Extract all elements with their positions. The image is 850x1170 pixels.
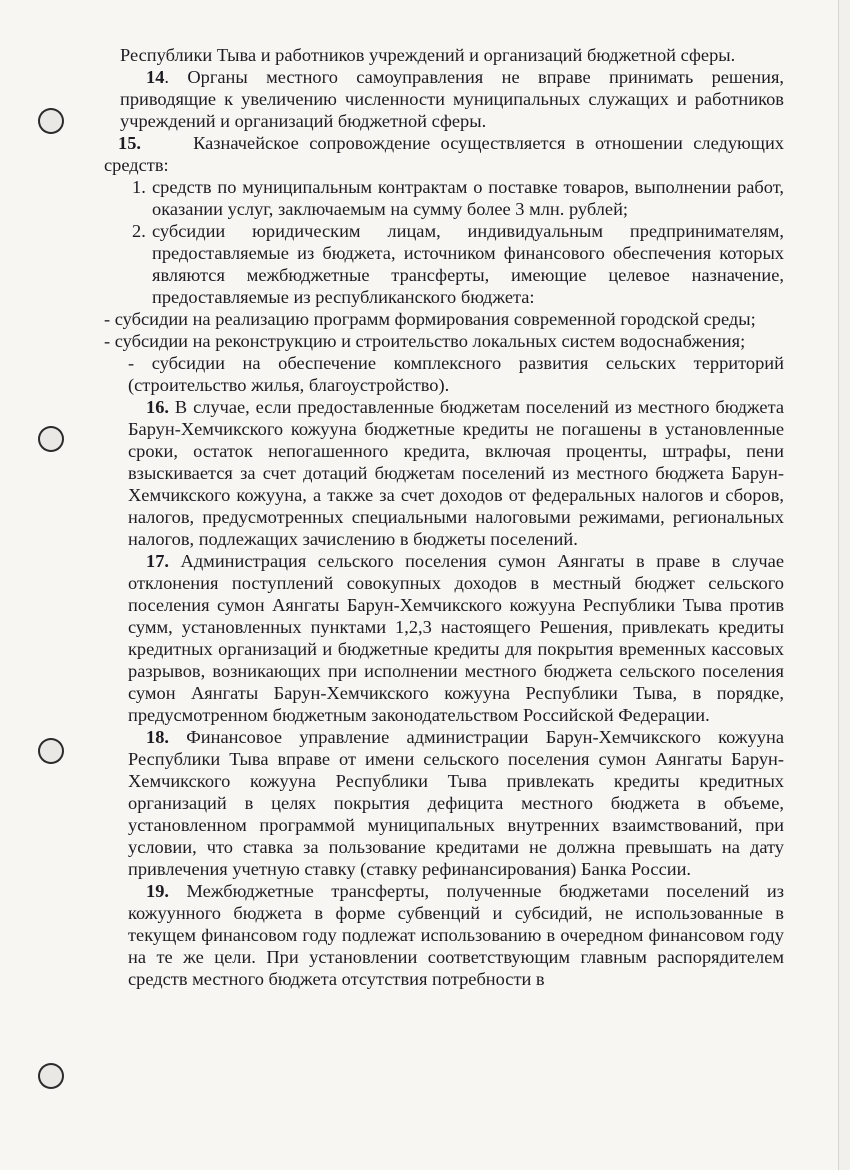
paragraph-17 (128, 550, 784, 726)
paragraph-number: 16. (146, 397, 169, 417)
dash-item-3: - субсидии на обеспечение комплексного развития сельских территорий (строительство жилья, благоустройство). (128, 353, 784, 395)
paragraph-15 (104, 132, 784, 176)
paragraph-number: 15. (118, 133, 141, 153)
paragraph-14 (120, 66, 784, 132)
paragraph-text: В случае, если предоставленные бюджетам поселений из местного бюджета Барун-Хемчикского кожууна бюджетные кредиты не погашены в установленные сроки, остаток непогашенного кредита, включая проценты, штрафы, пени взыскивается за счет дотаций бюджетам поселений из местного бюджета Барун-Хемчикского кожууна, а также за счет доходов от федеральных налогов и сборов, налогов, предусмотренных специальными налоговыми режимами, региональных налогов, подлежащих зачислению в бюджеты поселений. (128, 397, 784, 549)
paragraph-number: 18. (146, 727, 169, 747)
paragraph-text: Финансовое управление администрации Барун-Хемчикского кожууна Республики Тыва вправе от имени сельского поселения сумон Аянгаты Барун-Хемчикского кожууна Республики Тыва привлекать кредиты кредитных организаций в целях покрытия дефицита местного бюджета в объеме, установленном программой муниципальных внутренних взаимствований, при условии, что ставка за пользование кредитами не должна превышать на дату привлечения учетную ставку (ставку рефинансирования) Банка России. (128, 727, 784, 879)
list-item-text: субсидии юридическим лицам, индивидуальным предпринимателям, предоставляемые из бюджета, источником финансового обеспечения которых являются межбюджетные трансферты, имеющие целевое назначение, предоставляемые из республиканского бюджета: (152, 221, 784, 307)
paragraph-number: 19. (146, 881, 169, 901)
paragraph-16 (128, 396, 784, 550)
list-item-2 (132, 220, 784, 308)
dash-item-2: - субсидии на реконструкцию и строительство локальных систем водоснабжения; (104, 331, 746, 351)
list-item-1 (132, 176, 784, 220)
paragraph-18 (128, 726, 784, 880)
list-item-text: средств по муниципальным контрактам о поставке товаров, выполнении работ, оказании услуг, заключаемым на сумму более 3 млн. рублей; (152, 177, 784, 219)
punch-hole (38, 108, 64, 134)
paragraph-number: 14 (146, 67, 165, 87)
punch-hole (38, 738, 64, 764)
paragraph-continuation: Республики Тыва и работников учреждений и организаций бюджетной сферы. (120, 45, 736, 65)
dash-item-1: - субсидии на реализацию программ формирования современной городской среды; (104, 309, 756, 329)
paragraph-text: . Органы местного самоуправления не вправе принимать решения, приводящие к увеличению численности муниципальных служащих и работников учреждений и организаций бюджетной сферы. (120, 67, 784, 131)
paragraph-text: Казначейское сопровождение осуществляется в отношении следующих средств: (104, 133, 784, 175)
list-number: 2. (132, 221, 146, 241)
document-body (104, 44, 784, 990)
punch-hole (38, 426, 64, 452)
paragraph-text: Администрация сельского поселения сумон Аянгаты в праве в случае отклонения поступлений совокупных доходов в местный бюджет сельского поселения сумон Аянгаты Барун-Хемчикского кожууна Республики Тыва против сумм, установленных пунктами 1,2,3 настоящего Решения, привлекать кредиты кредитных организаций и бюджетные кредиты для покрытия временных кассовых разрывов, возникающих при исполнении местного бюджета сельского поселения сумон Аянгаты Барун-Хемчикского кожууна Республики Тыва, в порядке, предусмотренном бюджетным законодательством Российской Федерации. (128, 551, 784, 725)
paragraph-19 (128, 880, 784, 990)
punch-hole (38, 1063, 64, 1089)
list-number: 1. (132, 177, 146, 197)
paragraph-number: 17. (146, 551, 169, 571)
paragraph-text: Межбюджетные трансферты, полученные бюджетами поселений из кожуунного бюджета в форме субвенций и субсидий, не использованные в текущем финансовом году подлежат использованию в очередном финансовом году на те же цели. При установлении соответствующим главным распорядителем средств местного бюджета отсутствия потребности в (128, 881, 784, 989)
